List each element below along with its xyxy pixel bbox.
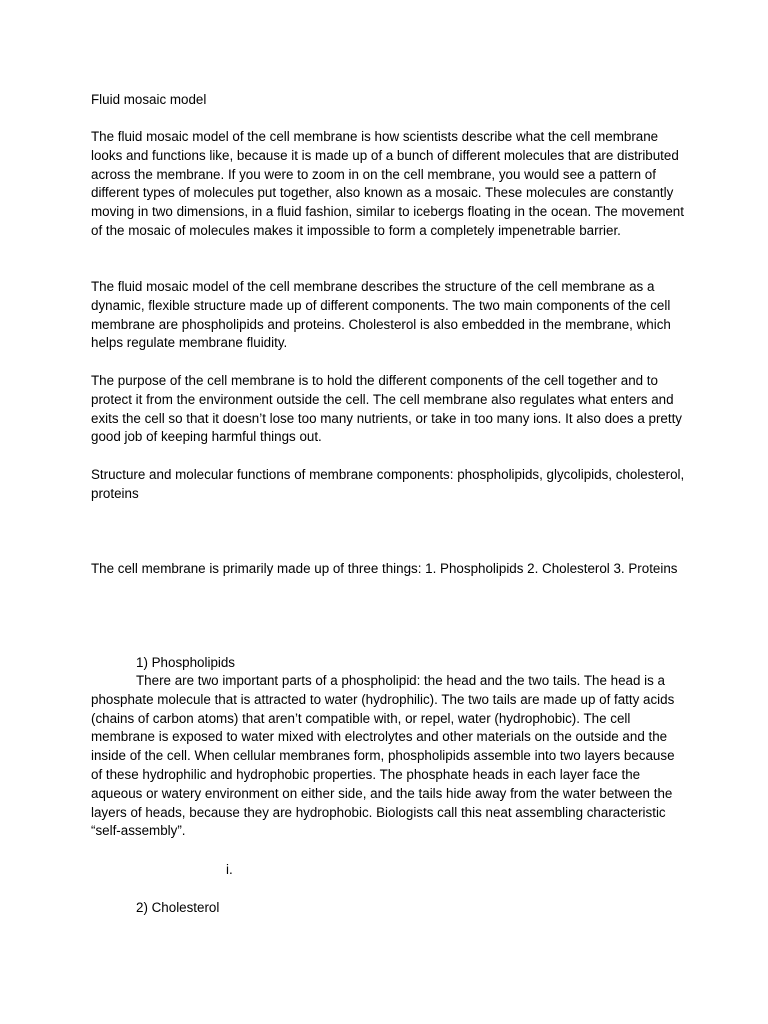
paragraph-phospholipids: There are two important parts of a phospholipid: the head and the two tails. The head is a phosphate molecule that is attracted to water (hydrophilic). The two tails are made up of fatty acids (chains of carbon atoms) that aren’t compatible with, or repel, water (hydrophobic). The cell membrane is exposed to water mixed with electrolytes and other materials on the outside and the inside of the cell. When cellular membranes form, phospholipids assemble into two layers because of these hydrophilic and hydrophobic properties. The phosphate heads in each layer face the aqueous or watery environment on either side, and the tails hide away from the water between the layers of heads, because they are hydrophobic. Biologists call this neat assembling characteristic “self-assembly”.: [91, 673, 675, 839]
section-cholesterol-heading: 2) Cholesterol: [136, 900, 220, 915]
components-heading: Structure and molecular functions of membrane components: phospholipids, glycolipids, cholesterol, proteins: [91, 467, 685, 501]
paragraph-structure: The fluid mosaic model of the cell membrane describes the structure of the cell membrane as a dynamic, flexible structure made up of different components. The two main components of the cell membrane are phospholipids and proteins. Cholesterol is also embedded in the membrane, which helps regulate membrane fluidity.: [91, 279, 671, 351]
document-title: Fluid mosaic model: [91, 92, 207, 107]
paragraph-three-things: The cell membrane is primarily made up of three things: 1. Phospholipids 2. Cholesterol 3. Proteins: [91, 561, 678, 576]
paragraph-purpose: The purpose of the cell membrane is to hold the different components of the cell together and to protect it from the environment outside the cell. The cell membrane also regulates what enters and exits the cell so that it doesn’t lose too many nutrients, or take in too many ions. It also does a pretty good job of keeping harmful things out.: [91, 373, 682, 445]
paragraph-intro: The fluid mosaic model of the cell membrane is how scientists describe what the cell membrane looks and functions like, because it is made up of a bunch of different molecules that are distributed across the membrane. If you were to zoom in on the cell membrane, you would see a pattern of different types of molecules put together, also known as a mosaic. These molecules are constantly moving in two dimensions, in a fluid fashion, similar to icebergs floating in the ocean. The movement of the mosaic of molecules makes it impossible to form a completely impenetrable barrier.: [91, 129, 684, 238]
list-marker-roman: i.: [226, 862, 233, 877]
section-phospholipids-heading: 1) Phospholipids: [136, 655, 236, 670]
